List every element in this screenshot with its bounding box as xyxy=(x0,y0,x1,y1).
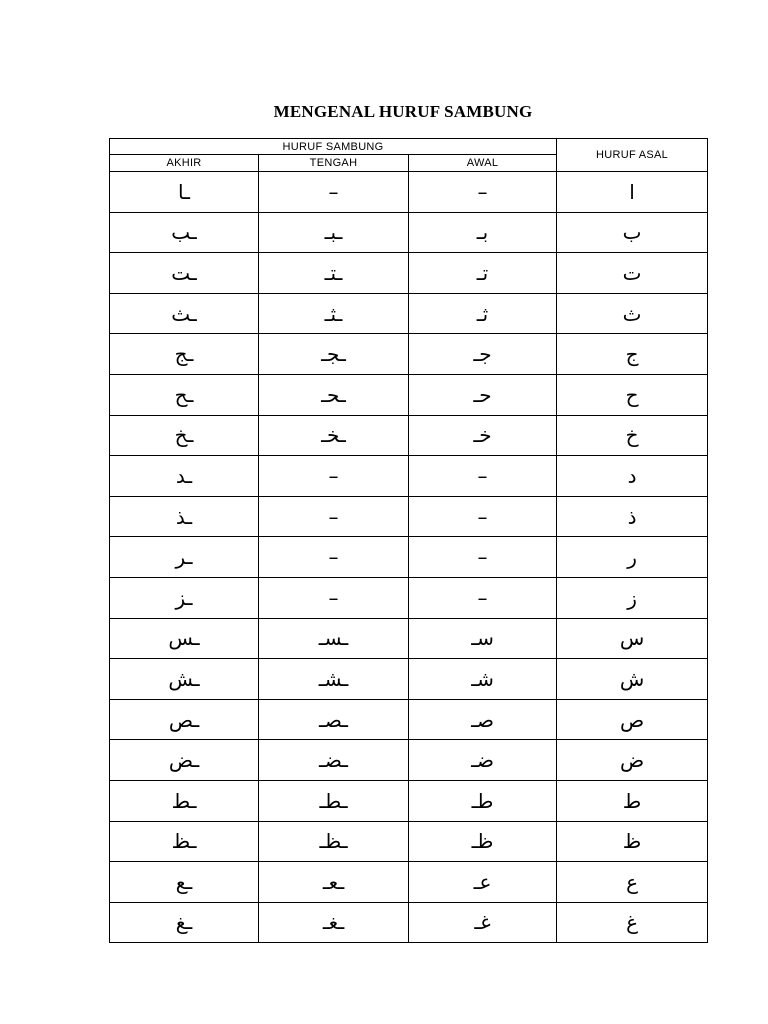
cell-akhir: ـج xyxy=(110,334,259,375)
cell-tengah: ـصـ xyxy=(259,699,409,740)
cell-tengah: ـطـ xyxy=(259,780,409,821)
cell-awal: تـ xyxy=(409,253,557,294)
cell-asal: ب xyxy=(557,212,708,253)
cell-akhir: ـس xyxy=(110,618,259,659)
cell-asal: ث xyxy=(557,293,708,334)
cell-tengah: ـحـ xyxy=(259,374,409,415)
cell-awal: ظـ xyxy=(409,821,557,862)
cell-asal: ر xyxy=(557,537,708,578)
cell-asal: ص xyxy=(557,699,708,740)
cell-akhir: ـب xyxy=(110,212,259,253)
cell-awal: غـ xyxy=(409,902,557,943)
cell-akhir: ـض xyxy=(110,740,259,781)
cell-awal: – xyxy=(409,456,557,497)
cell-awal: ضـ xyxy=(409,740,557,781)
cell-akhir: ـط xyxy=(110,780,259,821)
cell-akhir: ـذ xyxy=(110,496,259,537)
table-row xyxy=(110,496,708,537)
cell-akhir: ـث xyxy=(110,293,259,334)
table-row xyxy=(110,699,708,740)
table-row xyxy=(110,862,708,903)
cell-asal: د xyxy=(557,456,708,497)
tengah-header: TENGAH xyxy=(259,155,409,172)
cell-akhir: ـد xyxy=(110,456,259,497)
huruf-table xyxy=(109,138,708,943)
cell-asal: ض xyxy=(557,740,708,781)
cell-awal: – xyxy=(409,496,557,537)
cell-akhir: ـت xyxy=(110,253,259,294)
cell-tengah: ـجـ xyxy=(259,334,409,375)
cell-tengah: ـبـ xyxy=(259,212,409,253)
cell-awal: جـ xyxy=(409,334,557,375)
cell-akhir: ـح xyxy=(110,374,259,415)
cell-asal: غ xyxy=(557,902,708,943)
table-row xyxy=(110,456,708,497)
cell-akhir: ـا xyxy=(110,172,259,213)
cell-tengah: ـظـ xyxy=(259,821,409,862)
cell-akhir: ـع xyxy=(110,862,259,903)
cell-awal: طـ xyxy=(409,780,557,821)
cell-awal: حـ xyxy=(409,374,557,415)
table-row xyxy=(110,253,708,294)
cell-asal: خ xyxy=(557,415,708,456)
huruf-sambung-header: HURUF SAMBUNG xyxy=(110,139,557,155)
cell-akhir: ـخ xyxy=(110,415,259,456)
table-row xyxy=(110,334,708,375)
akhir-header: AKHIR xyxy=(110,155,259,172)
cell-tengah: – xyxy=(259,172,409,213)
cell-awal: ثـ xyxy=(409,293,557,334)
cell-asal: ظ xyxy=(557,821,708,862)
cell-asal: س xyxy=(557,618,708,659)
cell-akhir: ـش xyxy=(110,659,259,700)
cell-awal: – xyxy=(409,577,557,618)
cell-akhir: ـز xyxy=(110,577,259,618)
table-row xyxy=(110,293,708,334)
cell-awal: عـ xyxy=(409,862,557,903)
cell-asal: ت xyxy=(557,253,708,294)
table-row xyxy=(110,821,708,862)
table-row xyxy=(110,374,708,415)
cell-asal: ا xyxy=(557,172,708,213)
table-row xyxy=(110,172,708,213)
cell-asal: ز xyxy=(557,577,708,618)
cell-tengah: ـثـ xyxy=(259,293,409,334)
cell-tengah: ـضـ xyxy=(259,740,409,781)
cell-awal: سـ xyxy=(409,618,557,659)
table-row xyxy=(110,740,708,781)
cell-tengah: ـسـ xyxy=(259,618,409,659)
cell-akhir: ـر xyxy=(110,537,259,578)
cell-awal: خـ xyxy=(409,415,557,456)
cell-awal: – xyxy=(409,172,557,213)
cell-tengah: ـشـ xyxy=(259,659,409,700)
page-title: MENGENAL HURUF SAMBUNG xyxy=(273,102,533,121)
table-row xyxy=(110,659,708,700)
cell-awal: – xyxy=(409,537,557,578)
cell-akhir: ـغ xyxy=(110,902,259,943)
huruf-asal-header: HURUF ASAL xyxy=(557,139,708,172)
cell-awal: صـ xyxy=(409,699,557,740)
cell-tengah: ـغـ xyxy=(259,902,409,943)
cell-asal: ج xyxy=(557,334,708,375)
cell-awal: بـ xyxy=(409,212,557,253)
cell-akhir: ـص xyxy=(110,699,259,740)
cell-asal: ع xyxy=(557,862,708,903)
table-row xyxy=(110,415,708,456)
cell-tengah: ـخـ xyxy=(259,415,409,456)
cell-akhir: ـظ xyxy=(110,821,259,862)
cell-asal: ح xyxy=(557,374,708,415)
cell-tengah: – xyxy=(259,537,409,578)
table-row xyxy=(110,212,708,253)
cell-asal: ش xyxy=(557,659,708,700)
cell-tengah: – xyxy=(259,577,409,618)
cell-awal: شـ xyxy=(409,659,557,700)
table-row xyxy=(110,780,708,821)
cell-tengah: ـتـ xyxy=(259,253,409,294)
table-row xyxy=(110,537,708,578)
awal-header: AWAL xyxy=(409,155,557,172)
table-row xyxy=(110,577,708,618)
cell-asal: ط xyxy=(557,780,708,821)
cell-tengah: – xyxy=(259,456,409,497)
table-row xyxy=(110,902,708,943)
cell-tengah: – xyxy=(259,496,409,537)
cell-asal: ذ xyxy=(557,496,708,537)
cell-tengah: ـعـ xyxy=(259,862,409,903)
table-row xyxy=(110,618,708,659)
